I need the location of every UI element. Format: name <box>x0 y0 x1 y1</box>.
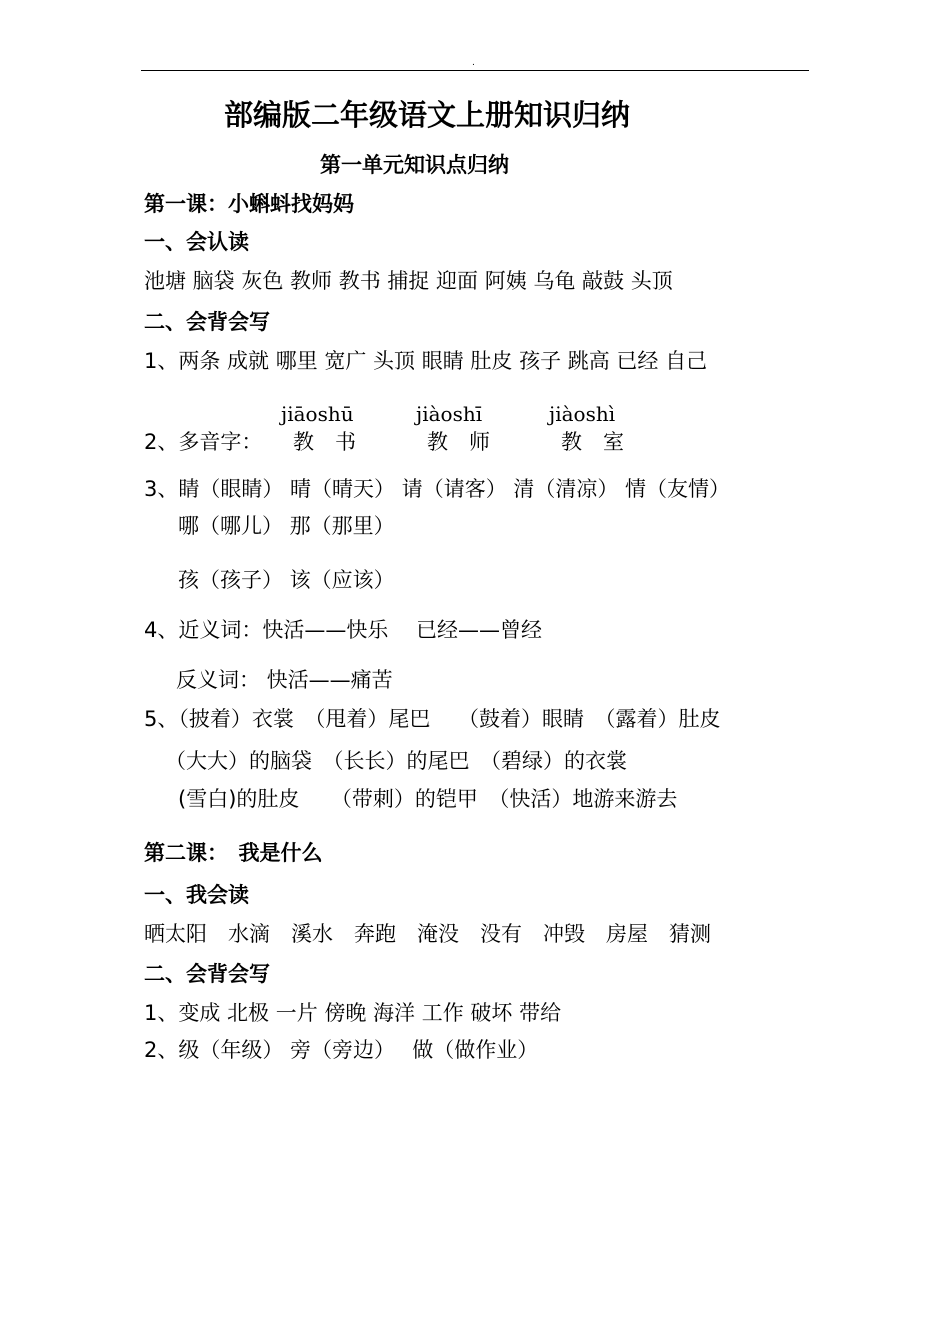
pinyin-jiaoshi-teacher: jiàoshī <box>416 402 483 426</box>
pinyin-jiaoshu: jiāoshū <box>281 402 354 426</box>
lesson1-item4-line2: 反义词： 快活——痛苦 <box>176 668 393 692</box>
lesson1-read-heading: 一、会认读 <box>144 230 249 254</box>
lesson1-write-heading: 二、会背会写 <box>144 310 270 334</box>
lesson2-item2: 2、级（年级） 旁（旁边） 做（做作业） <box>144 1038 539 1062</box>
lesson1-item3-line2: 哪（哪儿） 那（那里） <box>178 514 395 538</box>
polyphone-word-2: 教 师 <box>427 430 490 454</box>
header-mark: . <box>472 58 475 68</box>
lesson1-item1: 1、两条 成就 哪里 宽广 头顶 眼睛 肚皮 孩子 跳高 已经 自己 <box>144 349 708 373</box>
polyphone-word-3: 教 室 <box>561 430 624 454</box>
unit-title: 第一单元知识点归纳 <box>320 153 509 177</box>
lesson1-title: 第一课：小蝌蚪找妈妈 <box>144 192 354 216</box>
lesson1-item5-line2: （大大）的脑袋 （长长）的尾巴 （碧绿）的衣裳 <box>165 749 627 773</box>
lesson2-title: 第二课： 我是什么 <box>144 841 323 865</box>
lesson1-read-words: 池塘 脑袋 灰色 教师 教书 捕捉 迎面 阿姨 乌龟 敲鼓 头顶 <box>144 269 673 293</box>
header-rule <box>141 70 809 71</box>
lesson1-item3-line3: 孩（孩子） 该（应该） <box>178 568 395 592</box>
document-title: 部编版二年级语文上册知识归纳 <box>224 98 631 132</box>
polyphone-word-1: 教 书 <box>293 430 356 454</box>
lesson1-item3-line1: 3、睛（眼睛） 晴（晴天） 请（请客） 清（清凉） 情（友情） <box>144 477 731 501</box>
lesson2-read-heading: 一、我会读 <box>144 883 249 907</box>
lesson2-read-words: 晒太阳 水滴 溪水 奔跑 淹没 没有 冲毁 房屋 猜测 <box>144 922 711 946</box>
lesson1-item2-label: 2、多音字： <box>144 430 263 454</box>
pinyin-jiaoshi-classroom: jiàoshì <box>549 402 616 426</box>
lesson1-item5-line1: 5、（披着）衣裳 （甩着）尾巴 （鼓着）眼睛 （露着）肚皮 <box>144 707 721 731</box>
lesson1-item4-line1: 4、近义词：快活——快乐 已经——曾经 <box>144 618 543 642</box>
lesson1-item5-line3: (雪白)的肚皮 （带刺）的铠甲 （快活）地游来游去 <box>178 787 678 811</box>
lesson2-item1: 1、变成 北极 一片 傍晚 海洋 工作 破坏 带给 <box>144 1001 562 1025</box>
lesson2-write-heading: 二、会背会写 <box>144 962 270 986</box>
